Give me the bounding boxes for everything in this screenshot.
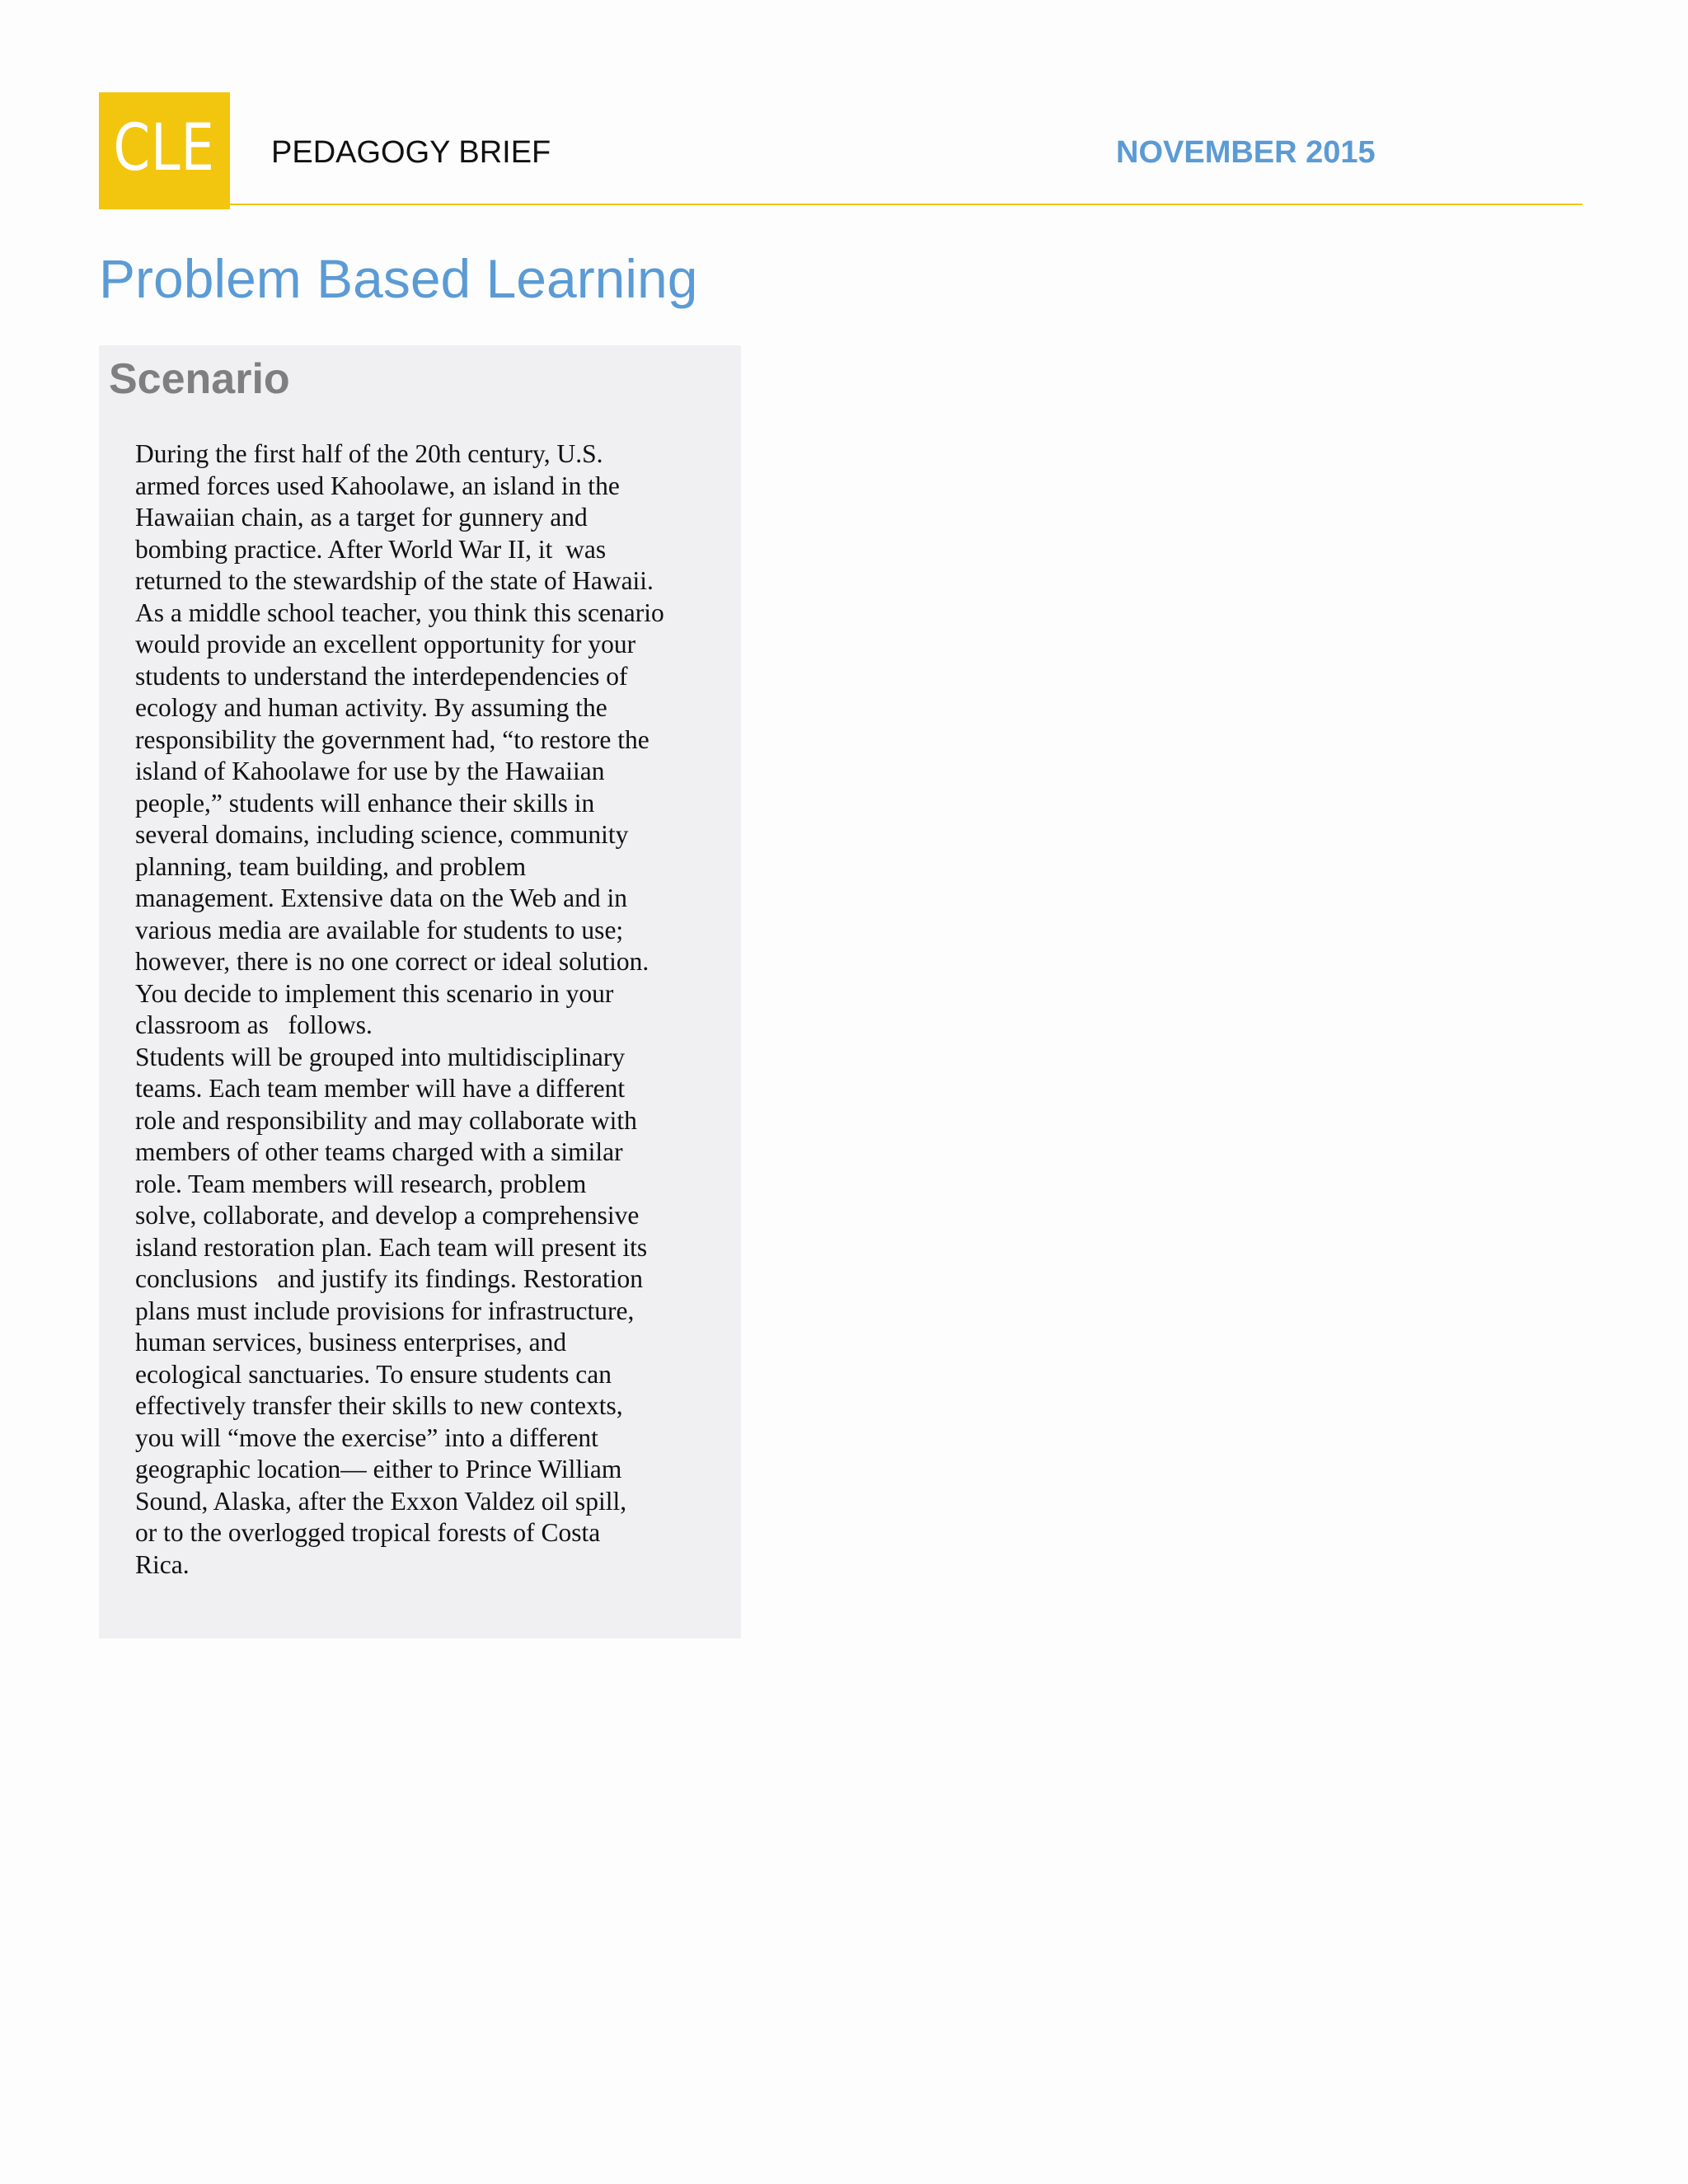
scenario-line: role and responsibility and may collaborate with [135,1105,637,1135]
scenario-line: During the first half of the 20th century, U.S. [135,439,603,468]
scenario-line: Students will be grouped into multidisciplinary [135,1042,626,1071]
scenario-line: several domains, including science, community [135,820,629,849]
scenario-line: geographic location— either to Prince William [135,1455,622,1483]
scenario-line: solve, collaborate, and develop a comprehensive [135,1201,640,1230]
scenario-line: island restoration plan. Each team will present its [135,1232,648,1262]
scenario-line: Sound, Alaska, after the Exxon Valdez oil spill, [135,1486,627,1516]
scenario-line: or to the overlogged tropical forests of Costa [135,1518,601,1547]
scenario-line: effectively transfer their skills to new contexts, [135,1391,623,1420]
scenario-line: You decide to implement this scenario in your [135,978,614,1008]
scenario-line: human services, business enterprises, and [135,1328,567,1357]
scenario-line: bombing practice. After World War II, it was [135,534,607,564]
scenario-line: would provide an excellent opportunity for your [135,630,636,658]
scenario-line: Rica. [135,1549,190,1579]
scenario-line: conclusions and justify its findings. Restoration [135,1264,643,1293]
scenario-line: management. Extensive data on the Web and in [135,883,627,912]
scenario-line: various media are available for students to use; [135,915,624,944]
scenario-line: island of Kahoolawe for use by the Hawaiian [135,757,605,785]
scenario-line: role. Team members will research, problem [135,1169,587,1198]
scenario-panel [99,345,741,1638]
scenario-line: ecology and human activity. By assuming the [135,693,607,722]
scenario-line: plans must include provisions for infrastructure, [135,1296,635,1325]
scenario-line: As a middle school teacher, you think this scenario [135,598,664,627]
scenario-line: Hawaiian chain, as a target for gunnery and [135,503,588,532]
scenario-line: armed forces used Kahoolawe, an island in the [135,471,620,500]
scenario-heading: Scenario [109,355,290,403]
scenario-line: you will “move the exercise” into a different [135,1422,598,1452]
scenario-line: students to understand the interdependencies of [135,661,628,691]
logo-text: CLE [113,111,216,185]
page-title: Problem Based Learning [99,248,698,309]
scenario-line: members of other teams charged with a similar [135,1137,623,1166]
header-divider [230,204,1582,205]
issue-date: NOVEMBER 2015 [1116,135,1376,170]
scenario-line: planning, team building, and problem [135,851,527,881]
scenario-line: returned to the stewardship of the state of Hawaii. [135,566,654,595]
brief-type-label: PEDAGOGY BRIEF [271,135,551,170]
scenario-line: people,” students will enhance their skills in [135,788,595,818]
scenario-line: ecological sanctuaries. To ensure students can [135,1359,612,1389]
scenario-line: however, there is no one correct or ideal solution. [135,947,649,976]
scenario-line: classroom as follows. [135,1010,373,1039]
cle-logo [99,92,230,209]
scenario-line: responsibility the government had, “to restore the [135,724,649,754]
scenario-body [135,438,741,1581]
scenario-line: teams. Each team member will have a different [135,1074,626,1103]
